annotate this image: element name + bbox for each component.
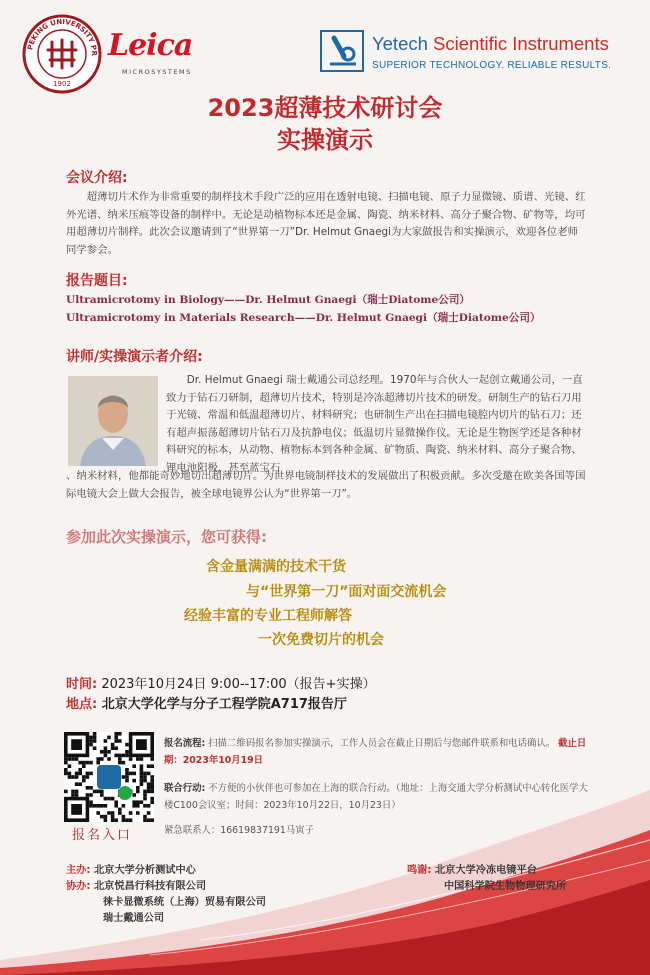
registration-entry-label: 报名入口 — [72, 828, 133, 843]
svg-text:1902: 1902 — [53, 80, 71, 88]
page-title: 2023超薄技术研讨会 — [207, 94, 443, 122]
time-label: 时间: — [66, 677, 98, 692]
topic-item: Ultramicrotomy in Biology——Dr. Helmut Gnaegi（瑞士Diatome公司） — [66, 294, 471, 306]
event-time — [66, 673, 376, 692]
pku-press-seal-logo — [22, 14, 102, 94]
yetech-company-name: Yetech Scientific Instruments — [372, 33, 609, 54]
benefit-item: 一次免费切片的机会 — [258, 632, 384, 648]
yetech-logo — [320, 30, 635, 80]
benefits-heading: 参加此次实操演示，您可获得: — [66, 528, 267, 546]
place-value: 北京大学化学与分子工程学院A717报告厅 — [101, 697, 347, 712]
place-label: 地点: — [66, 697, 98, 712]
leica-wordmark: Leica — [108, 28, 193, 63]
joint-text: 不方便的小伙伴也可参加在上海的联合行动。（地址：上海交通大学分析测试中心转化医学大楼C100会议室；时间：2023年10月22日，10月23日） — [164, 783, 588, 811]
benefit-item: 经验丰富的专业工程师解答 — [184, 608, 352, 624]
host-name: 北京大学分析测试中心 — [94, 865, 196, 876]
host-label: 主办: — [66, 865, 91, 876]
co-organizer-name: 徕卡显微系统（上海）贸易有限公司 — [103, 897, 266, 908]
time-value: 2023年10月24日 9:00--17:00（报告+实操） — [101, 677, 376, 692]
leica-logo — [108, 28, 194, 84]
topic-item: Ultramicrotomy in Materials Research——Dr. Helmut Gnaegi（瑞士Diatome公司） — [66, 312, 541, 324]
joint-label: 联合行动: — [164, 783, 206, 794]
benefit-item: 含金量满满的技术干货 — [206, 559, 346, 575]
process-text: 扫描二维码报名参加实操演示，工作人员会在截止日期后与您邮件联系和电话确认。 — [208, 738, 556, 749]
leica-subtitle: MICROSYSTEMS — [122, 68, 192, 76]
thanks-name: 北京大学冷冻电镜平台 — [435, 865, 537, 876]
co-organizer-name: 北京悦昌行科技有限公司 — [94, 881, 207, 892]
thanks-name: 中国科学院生物物理研究所 — [444, 881, 567, 892]
topics-heading: 报告题目: — [66, 273, 128, 289]
lecturer-heading: 讲师/实操演示者介绍: — [66, 349, 203, 365]
intro-text: 超薄切片术作为非常重要的制样技术手段广泛的应用在透射电镜、扫描电镜、原子力显微镜、质谱、光镜、红外光谱、纳米压痕等设备的制样中。无论是动植物标本还是金属、陶瓷、纳米材料、高分子聚合物、矿物等，均可用超薄切片制样。此次会议邀请到了“世界第一刀”Dr. Helmut Gnaegi为大家做报告和实操演示，欢迎各位老师同学参会。 — [66, 191, 586, 256]
co-organizer — [66, 877, 206, 892]
svg-text:PEKING UNIVERSITY PRESS: PEKING UNIVERSITY PR — [26, 17, 99, 57]
lecturer-photo — [68, 376, 158, 466]
emergency-contact: 紧急联系人：16619837191马寅子 — [164, 825, 314, 836]
lecturer-bio-continued: 、纳米材料，他都能奇妙地切出超薄切片。为世界电镜制样技术的发展做出了积极贡献。多次受邀在欧美各国等国际电镜大会上做大会报告，被全球电镜界公认为“世界第一刀”。 — [66, 470, 586, 500]
microscope-icon — [320, 30, 364, 72]
host-organizer — [66, 861, 196, 876]
co-organizer-name: 瑞士戴通公司 — [103, 913, 165, 924]
benefit-item: 与“世界第一刀”面对面交流机会 — [246, 584, 447, 600]
yetech-tagline: SUPERIOR TECHNOLOGY. RELIABLE RESULTS. — [372, 60, 612, 71]
registration-deadline: 截止日期：2023年10月19日 — [164, 738, 587, 766]
acknowledgement — [407, 861, 537, 876]
page-subtitle: 实操演示 — [277, 126, 373, 154]
thanks-label: 鸣谢: — [407, 865, 432, 876]
co-label: 协办: — [66, 881, 91, 892]
event-place — [66, 693, 347, 712]
intro-heading: 会议介绍: — [66, 170, 128, 186]
lecturer-bio: Dr. Helmut Gnaegi 瑞士戴通公司总经理。1970年与合伙人一起创立戴通公司，一直致力于钻石刀研制，超薄切片技术，特别是冷冻超薄切片技术的研发。研制生产的钻石刀用于光镜、常温和低温超薄切片、材料研究；也研制生产出在扫描电镜腔内切片的钻石刀；还有超声振荡超薄切片钻石刀及抗静电仪；低温切片显微操作仪。无论是生物医学还是各种材料研究的标本，从动物、植物标本到各种金属、矿物质、陶瓷、纳米材料、高分子聚合物、锂电池阳极，甚至蓝宝石 — [166, 374, 583, 474]
registration-process — [164, 735, 594, 769]
process-label: 报名流程: — [164, 738, 206, 749]
joint-action — [164, 780, 594, 814]
registration-qr-code[interactable] — [64, 732, 154, 822]
